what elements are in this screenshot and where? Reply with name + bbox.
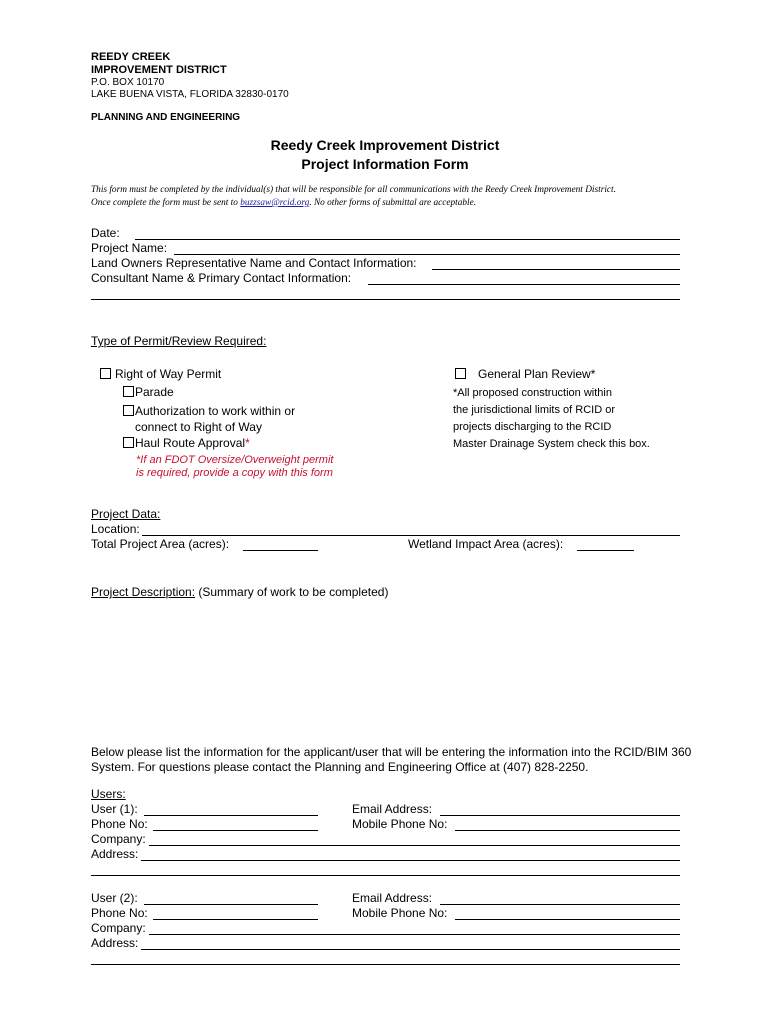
user1-address-label: Address: <box>91 847 139 861</box>
location-field[interactable] <box>142 535 680 536</box>
intro-line2 <box>91 197 691 210</box>
user1-email-label: Email Address: <box>352 802 433 816</box>
date-label: Date: <box>91 226 120 240</box>
org-name-line1: REEDY CREEK <box>91 51 171 63</box>
user1-address-field[interactable] <box>141 860 680 861</box>
project-description <box>91 585 388 599</box>
haul-route-option[interactable] <box>123 436 250 450</box>
right-of-way-checkbox[interactable] <box>100 368 111 379</box>
user1-company-field[interactable] <box>149 845 680 846</box>
haul-route-checkbox[interactable] <box>123 437 134 448</box>
form-title-line2: Project Information Form <box>301 156 469 172</box>
intro-line2-pre: Once complete the form must be sent to <box>91 198 241 208</box>
user1-name-field[interactable] <box>144 815 318 816</box>
consultant-field[interactable] <box>368 284 680 285</box>
total-area-label: Total Project Area (acres): <box>91 537 230 551</box>
user2-email-label: Email Address: <box>352 891 433 905</box>
user2-company-field[interactable] <box>149 934 680 935</box>
gp-note-line4: Master Drainage System check this box. <box>453 438 650 450</box>
description-heading: Project Description: <box>91 585 196 599</box>
land-owner-field[interactable] <box>432 269 680 270</box>
authorization-checkbox[interactable] <box>123 405 134 416</box>
intro-line2-post: . No other forms of submittal are acceptable. <box>309 198 477 208</box>
user1-phone-label: Phone No: <box>91 817 148 831</box>
fdot-note-line1: *If an FDOT Oversize/Overweight permit <box>136 454 334 466</box>
location-label: Location: <box>91 522 140 536</box>
user1-email-field[interactable] <box>440 815 680 816</box>
parade-checkbox[interactable] <box>123 386 134 397</box>
general-plan-note <box>453 385 650 453</box>
user2-phone-field[interactable] <box>153 919 318 920</box>
user1-company-label: Company: <box>91 832 146 846</box>
intro-text <box>91 184 691 210</box>
consultant-label: Consultant Name & Primary Contact Information: <box>91 271 352 285</box>
project-data-heading: Project Data: <box>91 507 161 521</box>
user2-mobile-field[interactable] <box>455 919 680 920</box>
project-name-field[interactable] <box>174 254 680 255</box>
user1-phone-field[interactable] <box>153 830 318 831</box>
gp-note-line3: projects discharging to the RCID <box>453 421 612 433</box>
user2-phone-label: Phone No: <box>91 906 148 920</box>
user2-email-field[interactable] <box>440 904 680 905</box>
user2-address-label: Address: <box>91 936 139 950</box>
po-box: P.O. BOX 10170 <box>91 77 165 88</box>
user2-mobile-label: Mobile Phone No: <box>352 906 448 920</box>
city-address: LAKE BUENA VISTA, FLORIDA 32830-0170 <box>91 89 289 100</box>
parade-option[interactable] <box>123 385 174 399</box>
parade-label: Parade <box>135 385 174 399</box>
description-hint: (Summary of work to be completed) <box>195 585 389 599</box>
intro-line1: This form must be completed by the individual(s) that will be responsible for all communications with the Reedy Creek Improvement District. <box>91 185 616 195</box>
right-of-way-option[interactable] <box>100 367 221 381</box>
org-name-line2: IMPROVEMENT DISTRICT <box>91 64 227 76</box>
consultant-field-continued[interactable] <box>91 299 680 300</box>
user2-address-field-continued[interactable] <box>91 964 680 965</box>
general-plan-checkbox[interactable] <box>455 368 466 379</box>
user2-company-label: Company: <box>91 921 146 935</box>
general-plan-label: General Plan Review* <box>478 367 596 381</box>
users-intro-line2: System. For questions please contact the Planning and Engineering Office at (407) 828-2250. <box>91 760 589 774</box>
authorization-option[interactable] <box>123 404 295 418</box>
permit-heading: Type of Permit/Review Required: <box>91 334 267 348</box>
date-field[interactable] <box>135 239 680 240</box>
haul-route-label: Haul Route Approval <box>135 436 246 450</box>
wetland-field[interactable] <box>577 550 634 551</box>
submit-email-link[interactable]: buzzsaw@rcid.org <box>240 198 310 208</box>
department: PLANNING AND ENGINEERING <box>91 112 241 123</box>
gp-note-line2: the jurisdictional limits of RCID or <box>453 404 615 416</box>
wetland-label: Wetland Impact Area (acres): <box>408 537 564 551</box>
user1-mobile-label: Mobile Phone No: <box>352 817 448 831</box>
authorization-label-cont: connect to Right of Way <box>135 420 262 434</box>
form-title-line1: Reedy Creek Improvement District <box>270 137 500 153</box>
description-area[interactable] <box>91 604 680 734</box>
haul-route-asterisk: * <box>245 436 250 450</box>
land-owner-label: Land Owners Representative Name and Contact Information: <box>91 256 417 270</box>
authorization-label: Authorization to work within or <box>135 404 296 418</box>
user2-address-field[interactable] <box>141 949 680 950</box>
users-intro-line1: Below please list the information for the applicant/user that will be entering the information into the RCID/BIM 360 <box>91 745 692 759</box>
user2-name-field[interactable] <box>144 904 318 905</box>
general-plan-option[interactable] <box>455 367 595 381</box>
user1-label: User (1): <box>91 802 138 816</box>
user1-address-field-continued[interactable] <box>91 875 680 876</box>
right-of-way-label: Right of Way Permit <box>115 367 222 381</box>
users-heading: Users: <box>91 787 126 801</box>
gp-note-line1: *All proposed construction within <box>453 387 612 399</box>
project-name-label: Project Name: <box>91 241 168 255</box>
user2-label: User (2): <box>91 891 138 905</box>
fdot-note-line2: is required, provide a copy with this form <box>136 467 333 479</box>
user1-mobile-field[interactable] <box>455 830 680 831</box>
total-area-field[interactable] <box>243 550 318 551</box>
